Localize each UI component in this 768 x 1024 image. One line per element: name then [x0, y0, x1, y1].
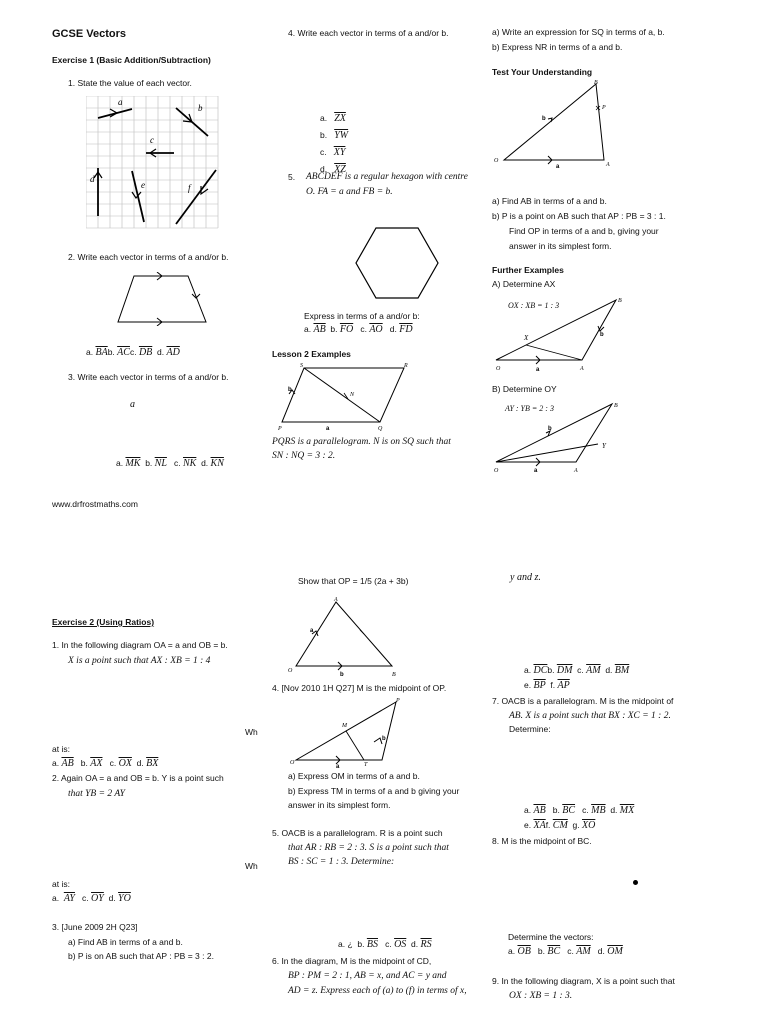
fa-label-B: B — [618, 298, 622, 304]
exercise-2-heading: Exercise 2 (Using Ratios) — [52, 617, 155, 627]
vector-BC: $\overline{BC}$ — [547, 946, 561, 957]
r7-parts — [524, 804, 634, 817]
e2-q2-line2: that YB = 2 AY — [68, 789, 125, 799]
m4-label-O: O — [290, 760, 295, 766]
part-label: g. — [572, 820, 580, 830]
part-label: b. — [357, 939, 365, 949]
q5-number: 5. — [288, 172, 296, 182]
fb-label-a: a — [534, 468, 538, 474]
fa-label-A: A — [580, 366, 584, 372]
vector-AM: $\overline{AM}$ — [576, 946, 591, 957]
wh-text-2: Wh — [245, 861, 258, 871]
part-label: d. — [136, 758, 144, 768]
part-label: c. — [385, 939, 392, 949]
q4-parts — [320, 110, 348, 178]
vector-DB: $\overline{DB}$ — [138, 347, 153, 358]
vector-YO: $\overline{YO}$ — [118, 893, 131, 904]
m4-label-b: b — [382, 736, 386, 742]
further-a-ratio: OX : XB = 1 : 3 — [508, 301, 560, 310]
e2-q1-line1: 1. In the following diagram OA = a and OB = b. — [52, 640, 228, 650]
vector-MX: $\overline{MX}$ — [619, 805, 635, 816]
q5-text-line1: ABCDEF is a regular hexagon with centre — [306, 172, 468, 182]
fa-label-X: X — [524, 334, 529, 342]
vector-AD: $\overline{AD}$ — [166, 347, 180, 358]
tyu-label-A: A — [606, 162, 610, 168]
part-label: a. — [338, 939, 346, 949]
q5-parts — [304, 323, 413, 336]
m6-line3: AD = z. Express each of (a) to (f) in terms of x, — [288, 986, 467, 996]
part-label: a. — [508, 946, 516, 956]
further-b-triangle-diagram — [490, 398, 630, 474]
vector-FD: $\overline{FD}$ — [399, 324, 413, 335]
part-label: b. — [552, 805, 560, 815]
test-your-understanding-heading: Test Your Understanding — [492, 67, 593, 77]
top-part-b: b) Express NR in terms of a and b. — [492, 42, 623, 52]
lesson-2-heading: Lesson 2 Examples — [272, 349, 351, 359]
part-label: a. — [52, 758, 60, 768]
m5-line2: that AR : RB = 2 : 3. S is a point such that — [288, 843, 449, 853]
further-a-heading: A) Determine AX — [492, 279, 556, 289]
vector-NL: $\overline{NL}$ — [154, 458, 167, 469]
vector-AB: $\overline{AB}$ — [61, 758, 74, 769]
tyu-part-a: a) Find AB in terms of a and b. — [492, 196, 607, 206]
part-label: d. — [610, 805, 618, 815]
m4-triangle-diagram — [288, 696, 408, 768]
para-label-b: b — [288, 387, 292, 393]
grid-label-d: d — [90, 174, 95, 184]
tyu-triangle-diagram — [490, 78, 620, 170]
st-label-O: O — [288, 668, 293, 674]
m4-label-T: T — [364, 762, 368, 768]
st-label-A: A — [334, 597, 338, 603]
r-parts-1 — [524, 664, 629, 677]
website-footer: www.drfrostmaths.com — [52, 499, 138, 509]
page-title: GCSE Vectors — [52, 28, 126, 40]
vector-grid-diagram — [86, 96, 230, 232]
part-label: c. — [129, 347, 137, 357]
m5-parts — [338, 938, 432, 951]
part-label: a. — [524, 805, 532, 815]
vector-CM: $\overline{CM}$ — [552, 820, 568, 831]
part-label: d. — [108, 893, 116, 903]
fa-label-a: a — [536, 367, 540, 373]
wh-text-1: Wh — [245, 727, 258, 737]
show-that-text — [298, 576, 408, 587]
fb-label-b: b — [548, 426, 552, 432]
para-label-a: a — [326, 426, 330, 432]
part-label: c. — [582, 805, 589, 815]
further-a-triangle-diagram — [490, 294, 630, 374]
fa-label-O: O — [496, 366, 501, 372]
e2-q2-parts — [52, 892, 131, 905]
trapezium-diagram — [116, 272, 216, 326]
vector-OY: $\overline{OY}$ — [91, 893, 104, 904]
part-label: b. — [330, 324, 338, 334]
part-label: f. — [550, 680, 556, 690]
st-label-b: b — [340, 672, 344, 678]
part-label: b. — [320, 130, 328, 140]
vector-OS: $\overline{OS}$ — [394, 939, 407, 950]
show-that-triangle-diagram — [286, 596, 398, 680]
r7-parts-2 — [524, 819, 595, 832]
tyu-label-O: O — [494, 158, 499, 164]
vector-BC: $\overline{BC}$ — [562, 805, 576, 816]
grid-label-f: f — [188, 183, 191, 193]
part-label: d. — [157, 347, 165, 357]
m4-label-P: P — [396, 698, 400, 704]
part-label: f. — [545, 820, 551, 830]
r8-determine: Determine the vectors: — [508, 932, 594, 942]
q4-text: 4. Write each vector in terms of a and/or b. — [288, 28, 449, 38]
part-label: c. — [577, 665, 584, 675]
y-and-z-text: y and z. — [510, 572, 541, 583]
part-label: d. — [389, 324, 397, 334]
vector-AO: $\overline{AO}$ — [369, 324, 383, 335]
vector-AP: $\overline{AP}$ — [557, 680, 570, 691]
part-label: a. — [304, 324, 312, 334]
part-label: d. — [597, 946, 605, 956]
tyu-part-b-1: b) P is a point on AB such that AP : PB = 3 : 1. — [492, 211, 666, 221]
q5-express-text: Express in terms of a and/or b: — [304, 311, 420, 321]
q3-label-a: a — [130, 399, 135, 410]
part-label: c. — [360, 324, 367, 334]
m4-label-a: a — [336, 764, 340, 768]
r7-line1: 7. OACB is a parallelogram. M is the midpoint of — [492, 696, 674, 706]
part-label: a. — [116, 458, 124, 468]
vector-BA: $\overline{BA}$ — [95, 347, 108, 358]
vector-FO: $\overline{FO}$ — [339, 324, 354, 335]
m4-part-b-2: answer in its simplest form. — [288, 800, 391, 810]
e2-q1-line2: X is a point such that AX : XB = 1 : 4 — [68, 656, 211, 666]
vector-AB: $\overline{AB}$ — [533, 805, 546, 816]
part-label: b. — [80, 758, 88, 768]
q5-text-line2: O. FA = a and FB = b. — [306, 187, 393, 197]
vector-BS: $\overline{BS}$ — [366, 939, 378, 950]
tyu-label-b: b — [542, 116, 546, 122]
ex1-q2-text: 2. Write each vector in terms of a and/or b. — [68, 252, 229, 262]
part-label: a. — [320, 113, 328, 123]
vector-OB: $\overline{OB}$ — [517, 946, 531, 957]
part-label: d. — [320, 164, 328, 174]
e2-q1-parts — [52, 757, 158, 770]
vector-DC: $\overline{DC}$ — [533, 665, 548, 676]
parallelogram-pqrs-diagram — [276, 360, 422, 432]
bullet-dot — [633, 880, 638, 885]
vector-RS: $\overline{RS}$ — [420, 939, 432, 950]
grid-label-a: a — [118, 97, 123, 107]
vector-XY: $\overline{XY}$ — [333, 147, 346, 158]
grid-label-b: b — [198, 103, 203, 113]
top-part-a: a) Write an expression for SQ in terms of a, b. — [492, 27, 665, 37]
part-label: e. — [524, 820, 532, 830]
tyu-label-a: a — [556, 164, 560, 170]
grid-label-e: e — [141, 180, 145, 190]
ex1-q3-text: 3. Write each vector in terms of a and/or b. — [68, 372, 229, 382]
vector-AX: $\overline{AX}$ — [90, 758, 103, 769]
tyu-part-b-3: answer in its simplest form. — [509, 241, 612, 251]
vector-OX: $\overline{OX}$ — [118, 758, 132, 769]
part-label: b. — [145, 458, 153, 468]
part-label: a. — [52, 893, 60, 903]
m4-part-b-1: b) Express TM in terms of a and b giving your — [288, 786, 460, 796]
tyu-label-P: P — [602, 105, 606, 111]
vector-AY: $\overline{AY}$ — [63, 893, 75, 904]
unknown-glyph: ¿ — [347, 939, 353, 949]
vector-DM: $\overline{DM}$ — [556, 665, 573, 676]
fa-label-b: b — [600, 332, 604, 338]
tyu-part-b-2: Find OP in terms of a and b, giving your — [509, 226, 659, 236]
para-label-P: P — [278, 426, 282, 432]
part-label: b. — [547, 665, 555, 675]
tyu-label-B: B — [594, 80, 598, 86]
vector-BM: $\overline{BM}$ — [614, 665, 630, 676]
fb-label-B: B — [614, 403, 618, 409]
para-label-N: N — [350, 392, 355, 398]
m5-line3: BS : SC = 1 : 3. Determine: — [288, 857, 395, 867]
vector-MK: $\overline{MK}$ — [125, 458, 141, 469]
r8-text: 8. M is the midpoint of BC. — [492, 836, 592, 846]
grid-label-c: c — [150, 135, 154, 145]
ex1-q1-text: 1. State the value of each vector. — [68, 78, 192, 88]
vector-NK: $\overline{NK}$ — [183, 458, 197, 469]
vector-ZX: $\overline{ZX}$ — [334, 113, 346, 124]
m6-line2: BP : PM = 2 : 1, AB = x, and AC = y and — [288, 971, 447, 981]
at-is-text-1: at is: — [52, 744, 70, 754]
m4-label-M: M — [342, 723, 347, 729]
e2-q2-line1: 2. Again OA = a and OB = b. Y is a point such — [52, 773, 224, 783]
part-label: d. — [605, 665, 613, 675]
fb-label-A: A — [574, 468, 578, 474]
ex1-q3-parts — [116, 457, 224, 470]
part-label: e. — [524, 680, 532, 690]
r-parts-1b — [524, 679, 570, 692]
r7-line3: Determine: — [509, 724, 551, 734]
part-label: b. — [107, 347, 115, 357]
m6-line1: 6. In the diagram, M is the midpoint of CD, — [272, 956, 432, 966]
fb-label-O: O — [494, 468, 499, 474]
vector-KN: $\overline{KN}$ — [210, 458, 224, 469]
r9-line1: 9. In the following diagram, X is a point such that — [492, 976, 675, 986]
r8-parts — [508, 945, 623, 958]
part-label: a. — [524, 665, 532, 675]
st-label-a: a — [310, 628, 314, 634]
m4-text: 4. [Nov 2010 1H Q27] M is the midpoint of OP. — [272, 683, 447, 693]
part-label: c. — [109, 758, 117, 768]
part-label: a. — [86, 347, 94, 357]
vector-MB: $\overline{MB}$ — [591, 805, 606, 816]
r9-line2: OX : XB = 1 : 3. — [509, 991, 573, 1001]
e2-q3-line2: a) Find AB in terms of a and b. — [68, 937, 183, 947]
part-label: c. — [174, 458, 181, 468]
vector-YW: $\overline{YW}$ — [334, 130, 349, 141]
part-label: c. — [82, 893, 89, 903]
part-label: c. — [320, 147, 327, 157]
show-that-expression: Show that OP = 1/5 (2a + 3b) — [298, 576, 409, 586]
vector-AB: $\overline{AB}$ — [313, 324, 326, 335]
exercise-1-heading: Exercise 1 (Basic Addition/Subtraction) — [52, 55, 211, 65]
vector-XZ: $\overline{XZ}$ — [334, 164, 346, 175]
m4-part-a: a) Express OM in terms of a and b. — [288, 771, 420, 781]
st-label-B: B — [392, 672, 396, 678]
part-label: d. — [201, 458, 209, 468]
e2-q3-line3: b) P is on AB such that AP : PB = 3 : 2. — [68, 951, 214, 961]
further-b-heading: B) Determine OY — [492, 384, 557, 394]
vector-AC: $\overline{AC}$ — [117, 347, 130, 358]
vector-XO: $\overline{XO}$ — [582, 820, 596, 831]
para-label-S: S — [300, 363, 303, 369]
r7-line2: AB. X is a point such that BX : XC = 1 : 2. — [509, 711, 671, 721]
further-examples-heading: Further Examples — [492, 265, 564, 275]
parallelogram-text-2: SN : NQ = 3 : 2. — [272, 451, 336, 461]
para-label-R: R — [404, 363, 408, 369]
para-label-Q: Q — [378, 426, 383, 432]
vector-BP: $\overline{BP}$ — [533, 680, 546, 691]
vector-AM: $\overline{AM}$ — [586, 665, 601, 676]
at-is-text-2: at is: — [52, 879, 70, 889]
m5-line1: 5. OACB is a parallelogram. R is a point such — [272, 828, 443, 838]
vector-OM: $\overline{OM}$ — [607, 946, 623, 957]
parallelogram-text-1: PQRS is a parallelogram. N is on SQ such that — [272, 437, 451, 447]
further-b-ratio: AY : YB = 2 : 3 — [505, 404, 554, 413]
vector-XA: $\overline{XA}$ — [533, 820, 546, 831]
part-label: b. — [537, 946, 545, 956]
e2-q3-line1: 3. [June 2009 2H Q23] — [52, 922, 138, 932]
vector-BX: $\overline{BX}$ — [146, 758, 159, 769]
ex1-q2-parts — [86, 346, 180, 359]
part-label: c. — [567, 946, 574, 956]
part-label: d. — [411, 939, 419, 949]
fb-label-Y: Y — [602, 442, 606, 450]
hexagon-diagram — [354, 226, 440, 300]
